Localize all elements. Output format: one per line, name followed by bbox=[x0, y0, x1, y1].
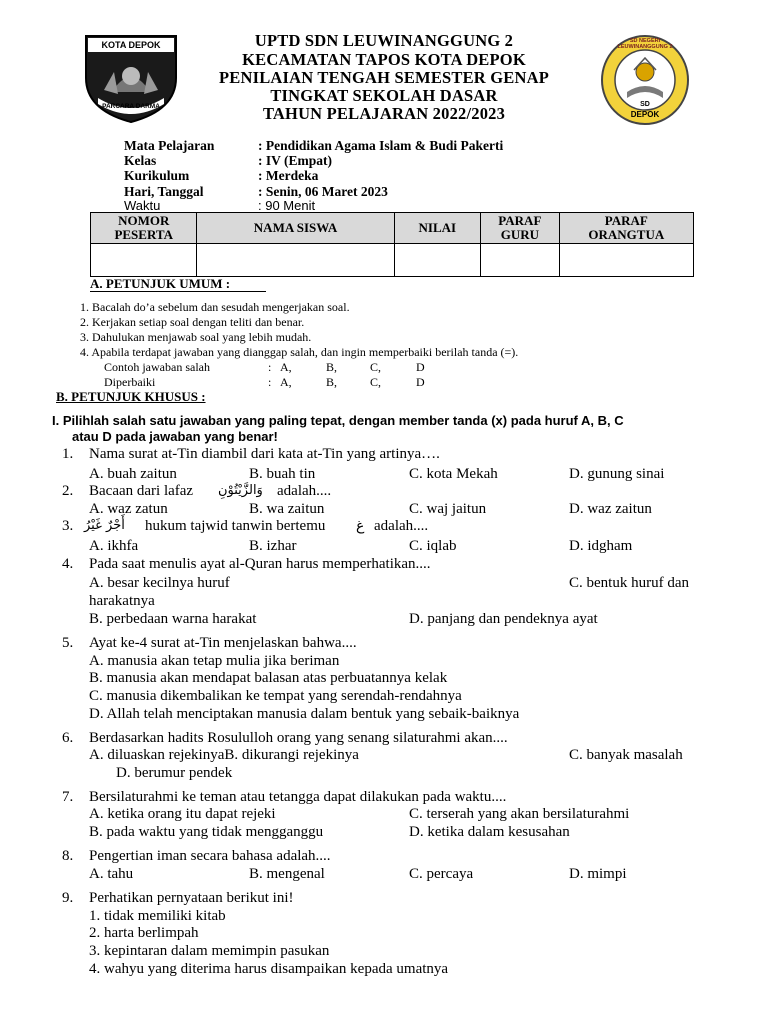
header-line-year: TAHUN PELAJARAN 2022/2023 bbox=[262, 104, 506, 123]
info-key: Waktu bbox=[124, 198, 161, 213]
emblem-text-depok: DEPOK bbox=[630, 110, 660, 119]
q5-option-d[interactable]: D. Allah telah menciptakan manusia dalam bentuk yang sebaik-baiknya bbox=[89, 706, 520, 722]
q7-option-b[interactable]: B. pada waktu yang tidak mengganggu bbox=[89, 824, 324, 840]
example-fixed-row bbox=[104, 375, 444, 390]
question-text-post: adalah.... bbox=[277, 483, 332, 499]
question-3 bbox=[62, 517, 429, 535]
example-sep: : bbox=[268, 360, 272, 374]
field-nilai[interactable] bbox=[394, 244, 480, 277]
question-number: 1. bbox=[62, 446, 74, 462]
header-paraf-orangtua: PARAF ORANGTUA bbox=[559, 213, 693, 244]
q4-option-d[interactable]: D. panjang dan pendeknya ayat bbox=[409, 611, 598, 627]
field-paraf-guru[interactable] bbox=[481, 244, 560, 277]
header-line-level: TINGKAT SEKOLAH DASAR bbox=[270, 86, 498, 105]
q4-option-c-continued: harakatnya bbox=[89, 593, 155, 609]
example-d: D bbox=[416, 375, 425, 389]
question-5 bbox=[62, 634, 357, 652]
question-text: Nama surat at-Tin diambil dari kata at-Tin yang artinya…. bbox=[89, 446, 440, 462]
field-paraf-orangtua[interactable] bbox=[559, 244, 693, 277]
q5-option-c[interactable]: C. manusia dikembalikan ke tempat yang serendah-rendahnya bbox=[89, 688, 462, 704]
special-instruction-line2: atau D pada jawaban yang benar! bbox=[72, 429, 278, 444]
q3-option-d[interactable]: D. idgham bbox=[569, 538, 633, 554]
example-sep: : bbox=[268, 375, 272, 389]
q7-option-d[interactable]: D. ketika dalam kesusahan bbox=[409, 824, 570, 840]
example-a: A, bbox=[280, 375, 292, 389]
emblem-text-school: SD NEGERI LEUWINANGGUNG 2 bbox=[617, 38, 673, 50]
arabic-phrase: أَجْرٌ غَيْرُ bbox=[84, 518, 125, 533]
info-key: Kelas bbox=[124, 153, 157, 168]
example-a: A, bbox=[280, 360, 292, 374]
petunjuk-khusus-title: B. PETUNJUK KHUSUS : bbox=[56, 389, 206, 404]
question-number: 9. bbox=[62, 890, 74, 906]
q2-option-b[interactable]: B. wa zaitun bbox=[249, 501, 325, 517]
general-instruction-1: 1. Bacalah do’a sebelum dan sesudah mengerjakan soal. bbox=[80, 300, 350, 314]
question-text: Berdasarkan hadits Rosululloh orang yang senang silaturahmi akan.... bbox=[89, 730, 508, 746]
q7-option-c[interactable]: C. terserah yang akan bersilaturahmi bbox=[409, 806, 630, 822]
question-text-post: adalah.... bbox=[374, 518, 429, 534]
q6-option-d[interactable]: D. berumur pendek bbox=[116, 765, 233, 781]
q4-option-b[interactable]: B. perbedaan warna harakat bbox=[89, 611, 257, 627]
question-number: 2. bbox=[62, 483, 74, 499]
q9-statement-4: 4. wahyu yang diterima harus disampaikan kepada umatnya bbox=[89, 961, 449, 977]
question-8 bbox=[62, 847, 331, 865]
emblem-text-sd: SD bbox=[640, 101, 650, 108]
question-number: 3. bbox=[62, 518, 74, 534]
general-instruction-4: 4. Apabila terdapat jawaban yang dianggap salah, dan ingin memperbaiki berilah tanda (=). bbox=[80, 345, 519, 359]
field-nama-siswa[interactable] bbox=[197, 244, 394, 277]
petunjuk-umum-title: A. PETUNJUK UMUM : bbox=[90, 277, 266, 292]
header-line-exam: PENILAIAN TENGAH SEMESTER GENAP bbox=[219, 68, 549, 87]
q6-option-a-b[interactable]: A. diluaskan rejekinyaB. dikurangi rejekinya bbox=[89, 747, 359, 763]
question-text: Pengertian iman secara bahasa adalah.... bbox=[89, 848, 331, 864]
q3-option-a[interactable]: A. ikhfa bbox=[89, 538, 139, 554]
example-c: C, bbox=[370, 375, 382, 389]
info-value: : Merdeka bbox=[258, 168, 319, 183]
example-d: D bbox=[416, 360, 425, 374]
q4-option-a[interactable]: A. besar kecilnya huruf bbox=[89, 575, 230, 591]
header-line-school: UPTD SDN LEUWINANGGUNG 2 bbox=[254, 31, 514, 50]
question-number: 8. bbox=[62, 848, 74, 864]
q9-statement-1: 1. tidak memiliki kitab bbox=[89, 908, 226, 924]
special-instruction-line1: I. Pilihlah salah satu jawaban yang paling tepat, dengan member tanda (x) pada huruf A, B, C bbox=[52, 413, 624, 428]
question-text-pre: Bacaan dari lafaz bbox=[89, 483, 194, 499]
q1-option-a[interactable]: A. buah zaitun bbox=[89, 466, 177, 482]
q8-option-c[interactable]: C. percaya bbox=[409, 866, 474, 882]
example-b: B, bbox=[326, 360, 338, 374]
example-label: Contoh jawaban salah bbox=[104, 360, 210, 374]
q5-option-a[interactable]: A. manusia akan tetap mulia jika beriman bbox=[89, 653, 340, 669]
q9-statement-3: 3. kepintaran dalam memimpin pasukan bbox=[89, 943, 330, 959]
arabic-lafaz: وَالزَّيْتُوْنِ bbox=[218, 483, 263, 498]
header-paraf-guru: PARAF GURU bbox=[481, 213, 560, 244]
info-key: Hari, Tanggal bbox=[124, 184, 204, 199]
q2-option-a[interactable]: A. waz zatun bbox=[89, 501, 168, 517]
header-nama-siswa: NAMA SISWA bbox=[197, 213, 394, 244]
q5-option-b[interactable]: B. manusia akan mendapat balasan atas perbuatannya kelak bbox=[89, 670, 448, 686]
arabic-letter: غ bbox=[356, 518, 365, 534]
question-1 bbox=[62, 445, 440, 463]
q8-option-a[interactable]: A. tahu bbox=[89, 866, 134, 882]
header-line-district: KECAMATAN TAPOS KOTA DEPOK bbox=[242, 50, 526, 69]
info-key: Mata Pelajaran bbox=[124, 138, 215, 153]
q1-option-b[interactable]: B. buah tin bbox=[249, 466, 316, 482]
info-value: : Pendidikan Agama Islam & Budi Pakerti bbox=[258, 138, 504, 153]
q7-option-a[interactable]: A. ketika orang itu dapat rejeki bbox=[89, 806, 276, 822]
q4-option-c[interactable]: C. bentuk huruf dan bbox=[569, 575, 689, 591]
q3-option-b[interactable]: B. izhar bbox=[249, 538, 297, 554]
question-number: 4. bbox=[62, 556, 74, 572]
question-text: Bersilaturahmi ke teman atau tetangga dapat dilakukan pada waktu.... bbox=[89, 789, 507, 805]
question-number: 6. bbox=[62, 730, 74, 746]
question-number: 7. bbox=[62, 789, 74, 805]
question-text: hukum tajwid tanwin bertemu bbox=[145, 518, 326, 534]
q1-option-d[interactable]: D. gunung sinai bbox=[569, 466, 665, 482]
example-c: C, bbox=[370, 360, 382, 374]
logo-text-bottom: PARCARA DARMA bbox=[102, 103, 160, 110]
info-value: : 90 Menit bbox=[258, 198, 316, 213]
logo-text-top: KOTA DEPOK bbox=[101, 40, 161, 50]
q3-option-c[interactable]: C. iqlab bbox=[409, 538, 457, 554]
question-text: Ayat ke-4 surat at-Tin menjelaskan bahwa.... bbox=[89, 635, 357, 651]
question-7 bbox=[62, 788, 507, 806]
question-text: Pada saat menulis ayat al-Quran harus memperhatikan.... bbox=[89, 556, 431, 572]
student-identity-table bbox=[90, 212, 694, 277]
question-9 bbox=[62, 889, 294, 907]
q8-option-b[interactable]: B. mengenal bbox=[249, 866, 325, 882]
field-nomor-peserta[interactable] bbox=[91, 244, 197, 277]
example-b: B, bbox=[326, 375, 338, 389]
info-value: : IV (Empat) bbox=[258, 153, 332, 168]
example-wrong-row bbox=[104, 360, 444, 375]
q1-option-c[interactable]: C. kota Mekah bbox=[409, 466, 498, 482]
q9-statement-2: 2. harta berlimpah bbox=[89, 925, 199, 941]
question-text: Perhatikan pernyataan berikut ini! bbox=[89, 890, 294, 906]
question-6 bbox=[62, 729, 508, 747]
example-label: Diperbaiki bbox=[104, 375, 156, 389]
q8-option-d[interactable]: D. mimpi bbox=[569, 866, 627, 882]
question-number: 5. bbox=[62, 635, 74, 651]
question-2 bbox=[62, 482, 332, 500]
question-4 bbox=[62, 555, 431, 573]
general-instruction-3: 3. Dahulukan menjawab soal yang lebih mudah. bbox=[80, 330, 312, 344]
info-key: Kurikulum bbox=[124, 168, 190, 183]
header-nilai: NILAI bbox=[394, 213, 480, 244]
general-instruction-2: 2. Kerjakan setiap soal dengan teliti dan benar. bbox=[80, 315, 305, 329]
header-nomor-peserta: NOMOR PESERTA bbox=[91, 213, 197, 244]
info-value: : Senin, 06 Maret 2023 bbox=[258, 184, 388, 199]
q2-option-c[interactable]: C. waj jaitun bbox=[409, 501, 487, 517]
q2-option-d[interactable]: D. waz zaitun bbox=[569, 501, 652, 517]
q6-option-c[interactable]: C. banyak masalah bbox=[569, 747, 683, 763]
